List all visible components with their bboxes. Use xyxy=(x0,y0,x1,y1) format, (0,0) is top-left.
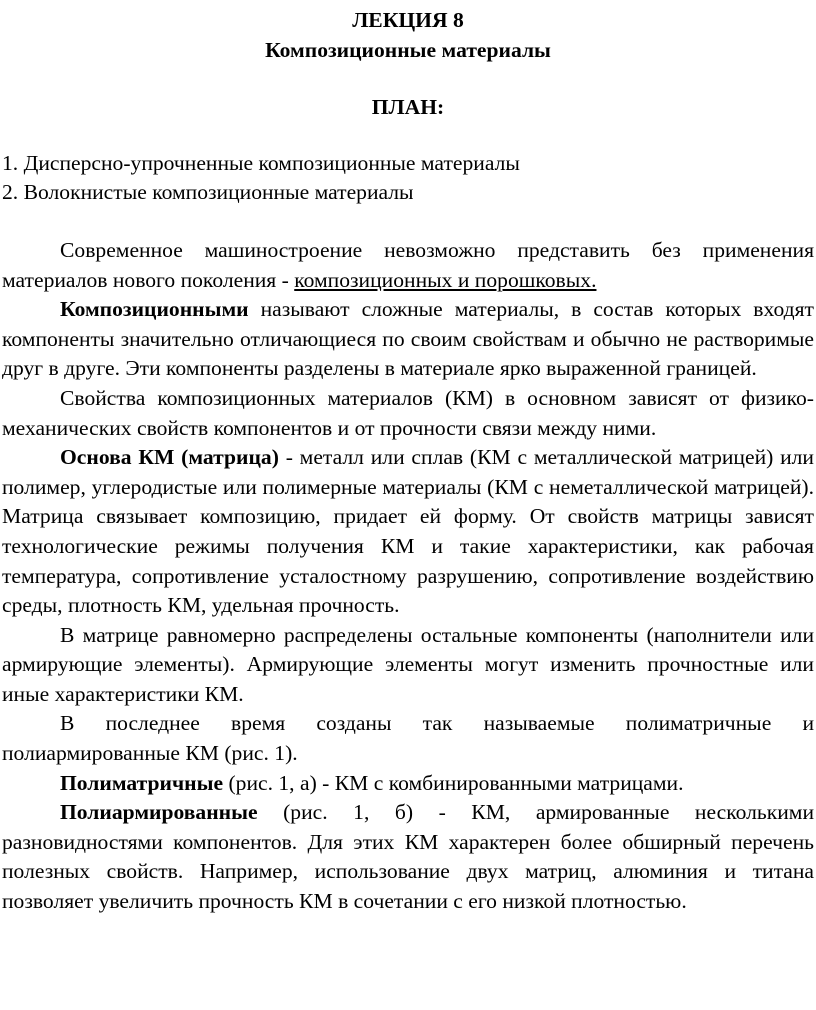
underlined-phrase: композиционных и порошковых. xyxy=(294,267,597,292)
paragraph-definition xyxy=(2,295,814,384)
paragraph-polymatrix-text: (рис. 1, а) - КМ с комбинированными матрицами. xyxy=(223,770,684,795)
term-polymatrix: Полиматричные xyxy=(60,770,224,795)
paragraph-matrix xyxy=(2,443,814,621)
paragraph-recent xyxy=(2,709,814,768)
paragraph-polyreinforced xyxy=(2,798,814,916)
plan-item-1: 1. Дисперсно-упрочненные композиционные материалы xyxy=(2,150,520,175)
paragraph-intro xyxy=(2,236,814,295)
lecture-number: ЛЕКЦИЯ 8 xyxy=(352,8,464,32)
paragraph-polymatrix xyxy=(2,769,814,799)
plan-list xyxy=(2,149,814,208)
lecture-body xyxy=(2,236,814,917)
paragraph-properties-text: Свойства композиционных материалов (КМ) в основном зависят от физико-механических свойств компонентов и от прочности связи между ними. xyxy=(2,385,814,440)
paragraph-intro-text: Современное машиностроение невозможно представить без применения материалов нового поколения - xyxy=(2,237,814,292)
lecture-title: Композиционные материалы xyxy=(265,37,551,62)
term-matrix: Основа КМ (матрица) xyxy=(60,445,279,470)
paragraph-definition-text: называют сложные материалы, в состав которых входят компоненты значительно отличающиеся по своим свойствам и обычно не растворимые друг в друге. Эти компоненты разделены в материале ярко выраженной границей. xyxy=(2,297,814,381)
paragraph-reinforcement xyxy=(2,621,814,710)
paragraph-recent-text: В последнее время созданы так называемые полиматричные и полиармированные КМ (рис. 1). xyxy=(2,711,814,766)
paragraph-reinforcement-text: В матрице равномерно распределены остальные компоненты (наполнители или армирующие элементы). Армирующие элементы могут изменить прочностные или иные характеристики КМ. xyxy=(2,622,814,706)
term-polyreinforced: Полиармированные xyxy=(60,800,258,825)
paragraph-matrix-text: - металл или сплав (КМ с металлической матрицей) или полимер, углеродистые или полимерные материалы (КМ с неметаллической матрицей). Матрица связывает композицию, придает ей форму. От свойств матрицы зависят технологические режимы получения КМ и такие характеристики, как рабочая температура, сопротивление усталостному разрушению, сопротивление воздействию среды, плотность КМ, удельная прочность. xyxy=(2,445,814,618)
paragraph-polyreinforced-text: (рис. 1, б) - КМ, армированные несколькими разновидностями компонентов. Для этих КМ характерен более обширный перечень полезных свойств. Например, использование двух матриц, алюминия и титана позволяет увеличить прочность КМ в сочетании с его низкой плотностью. xyxy=(2,800,814,914)
paragraph-properties xyxy=(2,384,814,443)
term-composite: Композиционными xyxy=(60,297,249,322)
plan-item-2: 2. Волокнистые композиционные материалы xyxy=(2,180,414,205)
plan-heading: ПЛАН: xyxy=(371,95,445,120)
